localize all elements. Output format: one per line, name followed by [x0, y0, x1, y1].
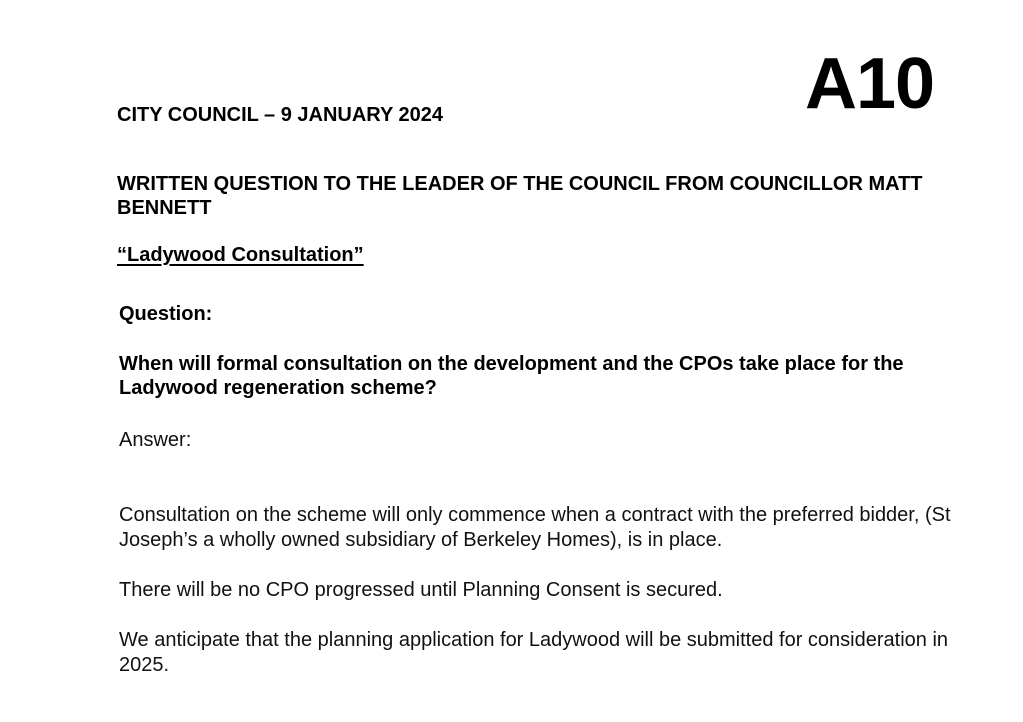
answer-paragraph: Consultation on the scheme will only commence when a contract with the preferred bidder, (St Joseph’s a wholly owned subsidiary of Berkeley Homes), is in place. [119, 504, 951, 551]
meeting-title: CITY COUNCIL – 9 JANUARY 2024 [117, 104, 444, 126]
question-subject: “Ladywood Consultation” [117, 244, 364, 266]
answer-label: Answer: [119, 429, 192, 451]
answer-paragraph: We anticipate that the planning application for Ladywood will be submitted for consideration in 2025. [119, 629, 949, 676]
question-title: WRITTEN QUESTION TO THE LEADER OF THE COUNCIL FROM COUNCILLOR MATT BENNETT [117, 173, 923, 219]
answer-paragraph: There will be no CPO progressed until Planning Consent is secured. [119, 579, 723, 601]
document-code: A10 [805, 44, 935, 124]
question-text: When will formal consultation on the development and the CPOs take place for the Ladywood regeneration scheme? [119, 353, 904, 399]
question-label: Question: [119, 303, 213, 325]
